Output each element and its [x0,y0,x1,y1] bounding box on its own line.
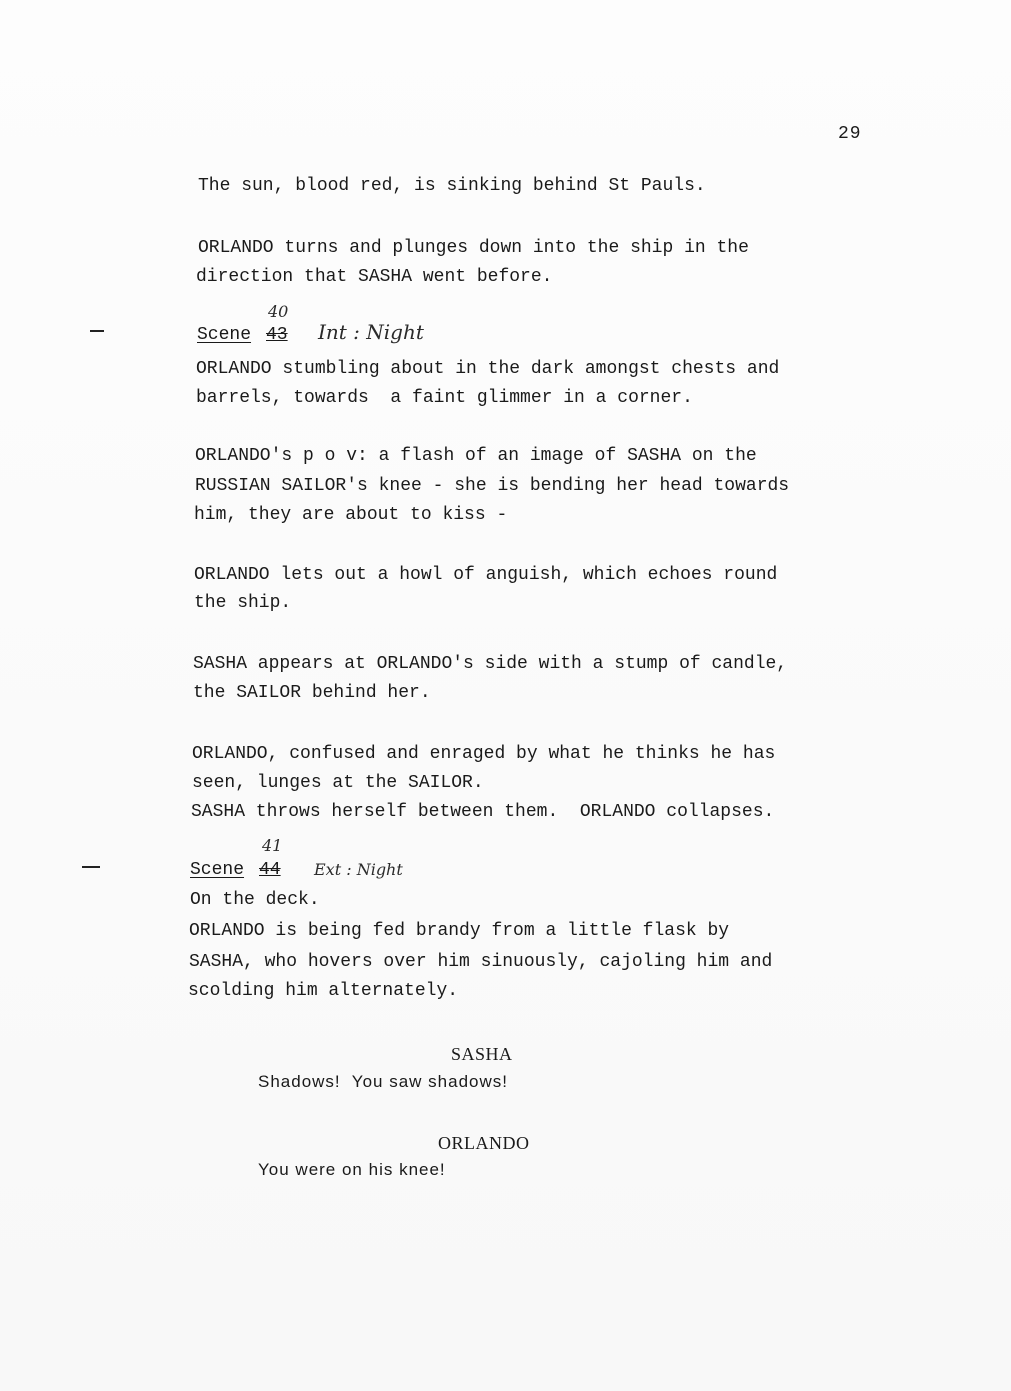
action-line: ORLANDO turns and plunges down into the ship in the [198,238,749,258]
dialogue-line: You were on his knee! [258,1160,446,1179]
action-line: SASHA appears at ORLANDO's side with a stump of candle, [193,654,788,674]
action-line: seen, lunges at the SAILOR. [192,773,484,793]
action-line: him, they are about to kiss - [194,505,508,525]
action-line: ORLANDO is being fed brandy from a little flask by [189,921,730,941]
action-line: ORLANDO lets out a howl of anguish, which echoes round [194,565,778,585]
action-line: SASHA throws herself between them. ORLANDO collapses. [191,802,775,822]
action-line: SASHA, who hovers over him sinuously, cajoling him and [189,952,773,972]
action-line: The sun, blood red, is sinking behind St Pauls. [198,176,706,196]
action-line: RUSSIAN SAILOR's knee - she is bending her head towards [195,476,790,496]
action-line: On the deck. [190,890,320,910]
action-line: the SAILOR behind her. [193,683,431,703]
action-line: ORLANDO's p o v: a flash of an image of SASHA on the [195,446,757,466]
action-line: barrels, towards a faint glimmer in a corner. [196,388,693,408]
dialogue-line: Shadows! You saw shadows! [258,1072,508,1091]
scene-heading-label: Scene [190,860,245,880]
action-line: scolding him alternately. [188,981,459,1001]
character-name: ORLANDO [438,1133,530,1153]
page-number: 29 [838,124,862,144]
handwritten-scene-note: Ext : Night [314,860,403,879]
character-name: SASHA [451,1044,513,1064]
handwritten-scene-number: 41 [262,836,283,855]
struck-scene-number: 44 [259,860,281,880]
margin-mark [90,330,104,332]
handwritten-scene-note: Int : Night [318,320,424,344]
action-line: ORLANDO, confused and enraged by what he thinks he has [192,744,776,764]
action-line: ORLANDO stumbling about in the dark amongst chests and [196,359,780,379]
handwritten-scene-number: 40 [268,302,289,321]
scene-heading-label: Scene [197,325,252,345]
margin-mark [82,866,100,868]
struck-scene-number: 43 [266,325,288,345]
action-line: the ship. [194,593,292,613]
action-line: direction that SASHA went before. [196,267,553,287]
